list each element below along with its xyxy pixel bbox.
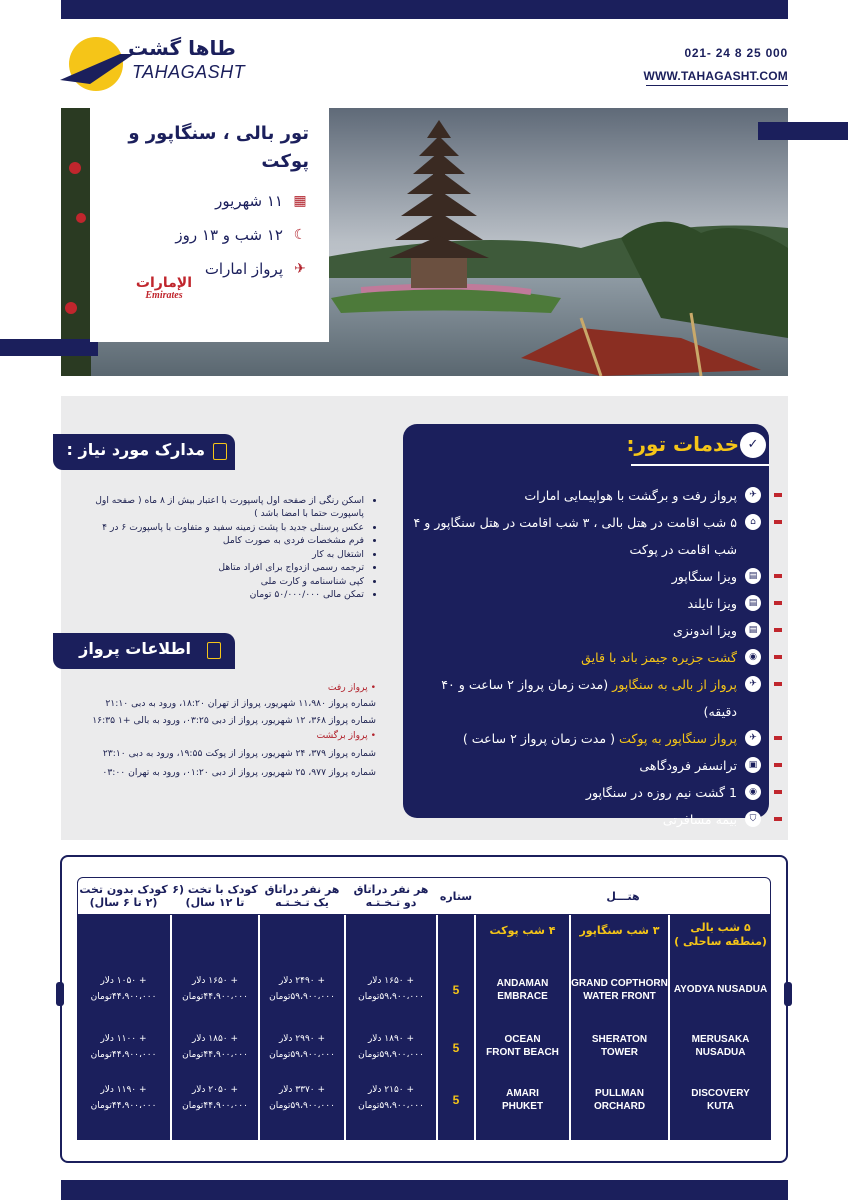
price-child-nobed: + ۱۱۹۰ دلار ۴۴،۹۰۰،۰۰۰تومان [90, 1085, 157, 1111]
outbound-flights [66, 680, 376, 729]
col-child-bed: کودک با تخت (۶ تا ۱۲ سال) [172, 883, 258, 909]
price-double: + ۱۶۵۰ دلار ۵۹،۹۰۰،۰۰۰تومان [358, 976, 424, 1002]
calendar-icon: ▦ [293, 193, 307, 209]
visa-icon: ▤ [745, 622, 761, 638]
brand-name-fa: طاها گشت [128, 36, 236, 60]
document-item: • عکس پرسنلی جدید با پشت زمینه سفید و متفاوت با پاسپورت ۶ در ۴ [70, 521, 364, 534]
tour-title: تور بالی ، سنگاپور و پوکت [128, 123, 309, 172]
accent-bar-left [0, 339, 98, 356]
flight-line: شماره پرواز ۳۶۸، ۱۲ شهریور، پرواز از دبی ۰۳:۲۵، ورود به بالی +۱ ۱۶:۳۵ [92, 715, 376, 726]
service-item: ✈ پرواز رفت و برگشت با هواپیمایی امارات [410, 482, 782, 509]
service-item: ▤ ویزا تایلند [410, 590, 782, 617]
tour-date-row [108, 192, 309, 210]
moon-sun-icon: ☾ [293, 227, 307, 243]
price-child-bed: + ۱۶۵۰ دلار ۴۴،۹۰۰،۰۰۰تومان [182, 976, 248, 1002]
bali-hotel: AYODYA NUSADUA [673, 984, 768, 995]
col-child-nobed: کودک بدون تخت (۲ تا ۶ سال) [79, 883, 168, 909]
service-hand-icon: ✓ [740, 432, 766, 458]
phuket-hotel: AMARI PHUKET [501, 1088, 544, 1112]
services-title: خدمات تور: [626, 432, 739, 456]
price-single: + ۲۹۹۰ دلار ۵۹،۹۰۰،۰۰۰تومان [269, 1034, 335, 1060]
plane-icon: ✈ [745, 730, 761, 746]
return-label: • پرواز برگشت [66, 728, 376, 743]
brand-name-en: TAHAGASHT [132, 62, 246, 82]
hotel-col-phuket: ۴ شب پوکت [489, 924, 556, 937]
price-table-tab-left [56, 982, 64, 1006]
price-single: + ۳۳۷۰ دلار ۵۹،۹۰۰،۰۰۰تومان [269, 1085, 335, 1111]
tour-summary-card [90, 108, 329, 342]
price-child-bed: + ۲۰۵۰ دلار ۴۴،۹۰۰،۰۰۰تومان [182, 1085, 248, 1111]
price-double: + ۱۸۹۰ دلار ۵۹،۹۰۰،۰۰۰تومان [358, 1034, 424, 1060]
service-item: ▤ ویزا سنگاپور [410, 563, 782, 590]
documents-list [70, 494, 376, 602]
col-star: ستاره [439, 889, 473, 903]
plane-icon: ✈ [294, 261, 306, 277]
plane-icon: ✈ [745, 487, 761, 503]
plane-icon: ✈ [745, 676, 761, 692]
singapore-hotel: PULLMAN ORCHARD [593, 1088, 646, 1112]
document-item: • تمکن مالی ۵۰/۰۰۰/۰۰۰ تومان [70, 588, 364, 601]
documents-header [53, 434, 235, 470]
services-panel [403, 424, 769, 827]
tour-duration-row [108, 226, 309, 244]
camera-icon: ◉ [745, 649, 761, 665]
hotel-icon: ⌂ [745, 514, 761, 530]
star-rating: 5 [452, 1041, 460, 1055]
document-item: • اسکن رنگی از صفحه اول پاسپورت با اعتبار بیش از ۸ ماه ( صفحه اول پاسپورت حتما با امضا باشد ) [70, 494, 364, 520]
star-rating: 5 [452, 1093, 460, 1107]
return-flight-lines [66, 744, 376, 782]
bali-hotel: DISCOVERY KUTA [691, 1088, 750, 1112]
emirates-logo-en: Emirates [145, 290, 183, 301]
phone-number: 021- 24 8 25 000 [684, 46, 788, 60]
flight-info-header [53, 633, 235, 669]
price-child-bed: + ۱۸۵۰ دلار ۴۴،۹۰۰،۰۰۰تومان [182, 1034, 248, 1060]
emirates-logo [136, 276, 192, 301]
service-item: ▣ ترانسفر فرودگاهی [410, 752, 782, 779]
col-double: هر نفر دراتاق دو تـخـتـه [353, 883, 429, 909]
visa-icon: ▤ [745, 568, 761, 584]
accent-bar-right [758, 122, 848, 140]
services-title-underline [631, 464, 769, 466]
document-icon [207, 642, 221, 659]
col-single: هر نفر دراتاق یک تـخـتـه [264, 883, 340, 909]
service-item: ✈ پرواز سنگاپور به پوکت ( مدت زمان پرواز ۲ ساعت ) [410, 725, 782, 752]
document-item: • اشتغال به کار [70, 548, 364, 561]
service-item: ◉ 1 گشت نیم روزه در سنگاپور [410, 779, 782, 806]
outbound-label: • پرواز رفت [66, 680, 376, 695]
singapore-hotel: SHERATON TOWER [591, 1034, 648, 1058]
bali-hotel: MERUSAKA NUSADUA [691, 1034, 750, 1058]
service-item: ⌂ ۵ شب اقامت در هتل بالی ، ۳ شب اقامت در هتل سنگاپور و ۴ شب اقامت در پوکت [410, 509, 782, 563]
col-hotel: هتـــل [606, 889, 640, 903]
service-item: ⛉ بیمه مسافرتی [410, 806, 782, 833]
document-item: • ترجمه رسمی ازدواج برای افراد متاهل [70, 561, 364, 574]
service-item: ▤ ویزا اندونزی [410, 617, 782, 644]
document-item: • کپی شناسنامه و کارت ملی [70, 575, 364, 588]
service-item: ✈ پرواز از بالی به سنگاپور (مدت زمان پرواز ۲ ساعت و ۴۰ دقیقه) [410, 671, 782, 725]
price-child-nobed: + ۱۰۵۰ دلار ۴۴،۹۰۰،۰۰۰تومان [90, 976, 157, 1002]
hotel-col-singapore: ۳ شب سنگاپور [579, 924, 660, 937]
document-icon [213, 443, 227, 460]
flight-line: شماره پرواز ۳۷۹، ۲۴ شهریور، پرواز از پوکت ۱۹:۵۵، ورود به دبی ۲۳:۱۰ [102, 748, 376, 759]
hotel-col-bali: ۵ شب بالی (منطقه ساحلی ) [674, 921, 767, 948]
flight-line: شماره پرواز ۹۷۷، ۲۵ شهریور، پرواز از دبی ۰۱:۲۰، ورود به تهران ۰۳:۰۰ [102, 767, 376, 778]
bottom-bar [61, 1180, 788, 1200]
return-flights [66, 728, 376, 743]
contact-divider [646, 85, 788, 86]
emirates-logo-ar: الإمارات [135, 275, 192, 291]
documents-title: مدارک مورد نیاز : [66, 440, 205, 459]
phuket-hotel: ANDAMAN EMBRACE [496, 978, 549, 1002]
phuket-hotel: OCEAN FRONT BEACH [486, 1034, 559, 1058]
bus-icon: ▣ [745, 757, 761, 773]
top-bar [61, 0, 788, 19]
tour-duration: ۱۲ شب و ۱۳ روز [175, 226, 283, 244]
visa-icon: ▤ [745, 595, 761, 611]
services-list [410, 482, 782, 833]
contact-block [644, 46, 789, 83]
price-double: + ۲۱۵۰ دلار ۵۹،۹۰۰،۰۰۰تومان [358, 1085, 424, 1111]
tour-airline: پرواز امارات [204, 260, 283, 278]
star-rating: 5 [452, 983, 460, 997]
shield-icon: ⛉ [745, 811, 761, 827]
tour-date: ۱۱ شهریور [215, 192, 283, 210]
singapore-hotel: GRAND COPTHORN WATER FRONT [571, 978, 668, 1002]
flight-line: شماره پرواز ۱۱،۹۸۰ شهریور، پرواز از تهران ۱۸:۲۰، ورود به دبی ۲۱:۱۰ [105, 698, 376, 709]
service-item: ◉ گشت جزیره جیمز باند با قایق [410, 644, 782, 671]
flight-info-title: اطلاعات پرواز [79, 639, 191, 658]
website-link[interactable]: WWW.TAHAGASHT.COM [643, 69, 788, 83]
price-child-nobed: + ۱۱۰۰ دلار ۴۴،۹۰۰،۰۰۰تومان [90, 1034, 157, 1060]
document-item: • فرم مشخصات فردی به صورت کامل [70, 534, 364, 547]
price-table-tab-right [784, 982, 792, 1006]
camera-icon: ◉ [745, 784, 761, 800]
price-single: + ۲۴۹۰ دلار ۵۹،۹۰۰،۰۰۰تومان [269, 976, 335, 1002]
